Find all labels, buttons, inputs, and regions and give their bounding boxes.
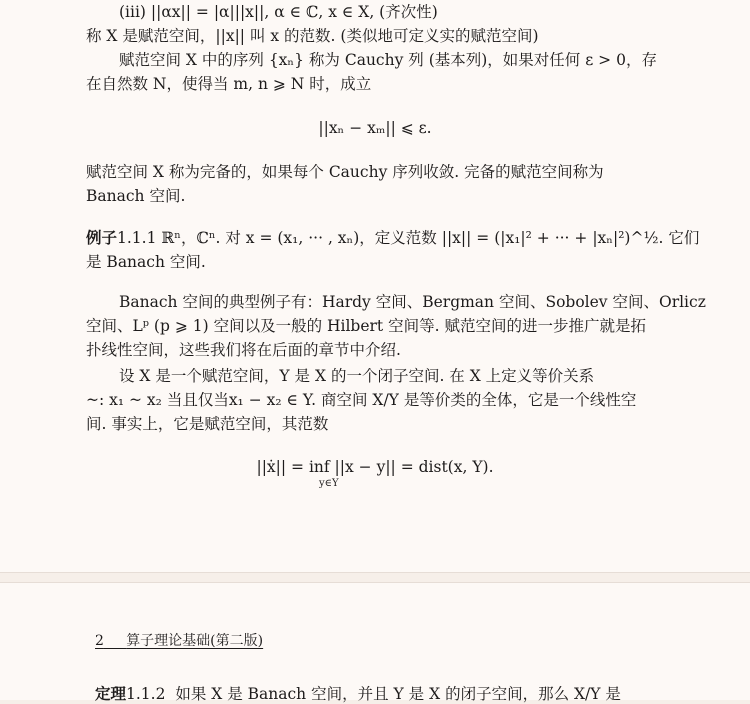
page-2 [0,582,750,703]
text-line: 称 X 是赋范空间，||x|| 叫 x 的范数. (类似地可定义实的赋范空间) [86,27,539,45]
running-header [95,631,263,651]
formula-subscript: y∈Y [319,478,339,489]
example-text: ℝⁿ，ℂⁿ. 对 x = (x₁, ··· , xₙ)，定义范数 ||x|| = (|x₁|² + ··· + |xₙ|²)^½. 它们 [156,229,700,247]
example-number: 1.1.1 [117,229,157,247]
text-line: 是 Banach 空间. [86,253,206,271]
page-number: 2 [95,633,104,649]
theorem-number: 1.1.2 [126,685,166,703]
display-formula: ||xₙ − xₘ|| ⩽ ε. [318,119,432,137]
text-line: 赋范空间 X 称为完备的，如果每个 Cauchy 序列收敛. 完备的赋范空间称为 [86,163,604,181]
text-line: 在自然数 N，使得当 m, n ⩾ N 时，成立 [86,75,372,93]
display-formula: ||ẋ|| = inf ||x − y|| = dist(x, Y). [256,458,494,476]
text-line: 空间、Lᵖ (p ⩾ 1) 空间以及一般的 Hilbert 空间等. 赋范空间的进一步推广就是拓 [86,317,646,335]
theorem-label: 定理 [95,684,127,703]
example-label: 例子 [86,228,118,247]
example-line [86,228,699,248]
text-line: 设 X 是一个赋范空间，Y 是 X 的一个闭子空间. 在 X 上定义等价关系 [119,367,595,385]
book-title: 算子理论基础(第二版) [126,633,264,649]
theorem-text: 如果 X 是 Banach 空间，并且 Y 是 X 的闭子空间，那么 X/Y 是 [175,685,621,703]
text-line: ~: x₁ ~ x₂ 当且仅当x₁ − x₂ ∈ Y. 商空间 X/Y 是等价类的全体，它是一个线性空 [86,391,637,409]
text-line: Banach 空间的典型例子有：Hardy 空间、Bergman 空间、Sobolev 空间、Orlicz [119,293,706,311]
text-line: 间. 事实上，它是赋范空间，其范数 [86,415,329,433]
text-line: 扑线性空间，这些我们将在后面的章节中介绍. [86,341,401,359]
text-line: 赋范空间 X 中的序列 {xₙ} 称为 Cauchy 列 (基本列)，如果对任何 ε > 0，存 [119,51,657,69]
text-line: (iii) ||αx|| = |α|||x||, α ∈ ℂ, x ∈ X, (齐次性) [119,3,438,21]
text-line: Banach 空间. [86,187,186,205]
theorem-line [95,684,621,704]
